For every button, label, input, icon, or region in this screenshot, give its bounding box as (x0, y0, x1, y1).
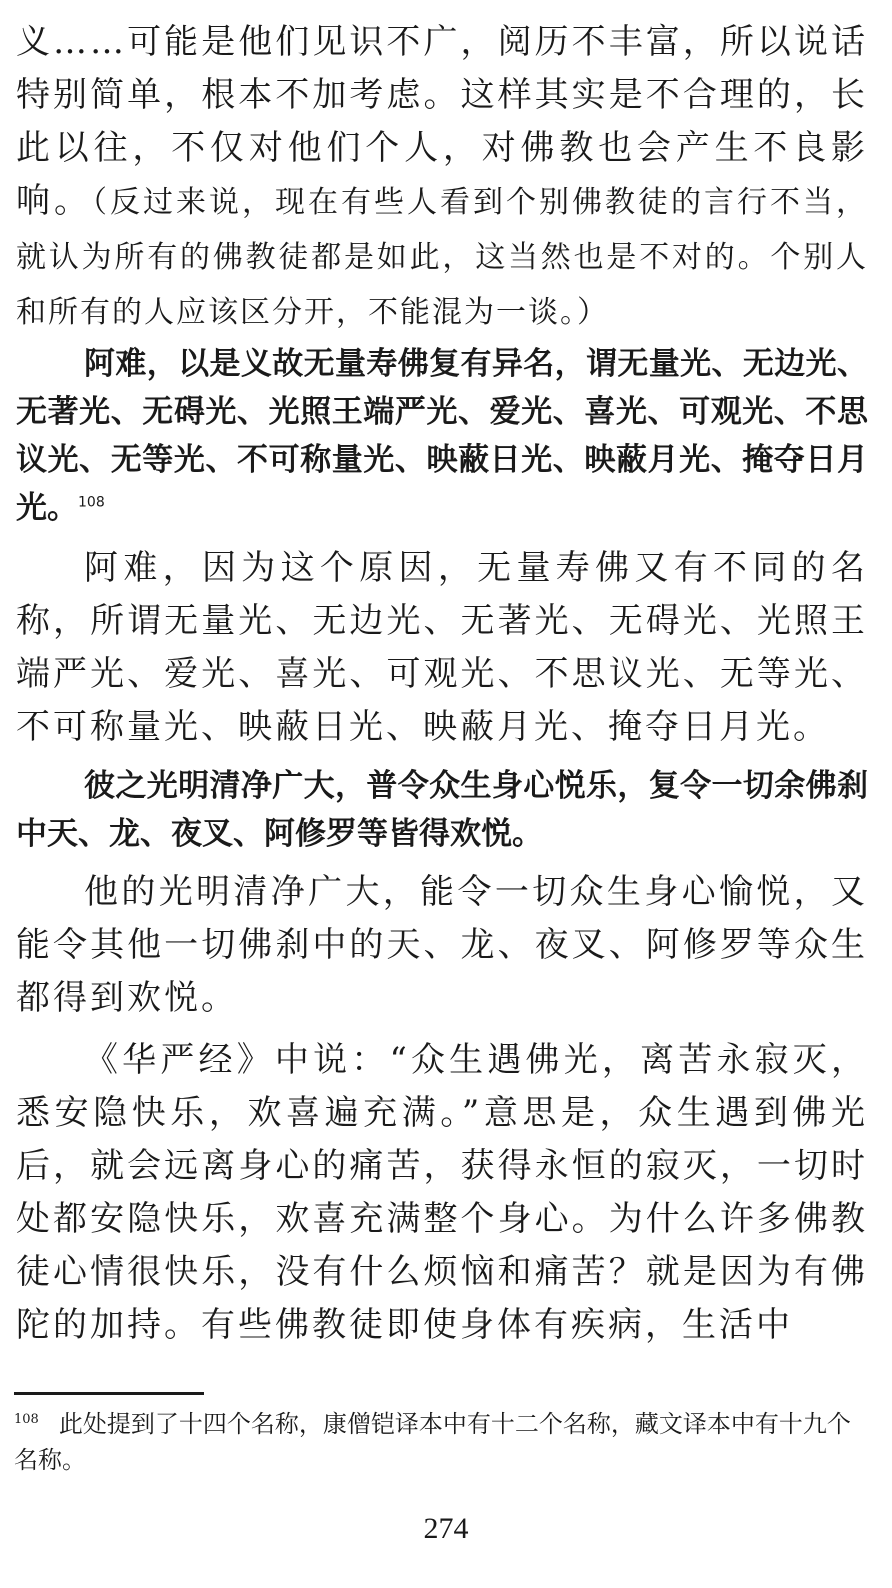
commentary-paragraph (16, 1034, 868, 1352)
sutra-text: 彼之光明清净广大，普令众生身心悦乐，复令一切余佛刹中天、龙、夜叉、阿修罗等皆得欢悦。 (16, 768, 868, 852)
footnote-text: 此处提到了十四个名称，康僧铠译本中有十二个名称，藏文译本中有十九个名称。 (14, 1410, 851, 1474)
paragraph-text: 《华严经》中说：“众生遇佛光，离苦永寂灭，悉安隐快乐，欢喜遍充满。”意思是，众生遇到佛光后，就会远离身心的痛苦，获得永恒的寂灭，一切时处都安隐快乐，欢喜充满整个身心。为什么许多佛教徒心情很快乐，没有什么烦恼和痛苦？就是因为有佛陀的加持。有些佛教徒即使身体有疾病，生活中 (16, 1040, 868, 1345)
paragraph-text: 他的光明清净广大，能令一切众生身心愉悦，又能令其他一切佛刹中的天、龙、夜叉、阿修罗等众生都得到欢悦。 (16, 872, 868, 1018)
sutra-text: 阿难，以是义故无量寿佛复有异名，谓无量光、无边光、无著光、无碍光、光照王端严光、爱光、喜光、可观光、不思议光、无等光、不可称量光、映蔽日光、映蔽月光、掩夺日月光。 (16, 346, 868, 526)
paragraph-text: 阿难，因为这个原因，无量寿佛又有不同的名称，所谓无量光、无边光、无著光、无碍光、光照王端严光、爱光、喜光、可观光、不思议光、无等光、不可称量光、映蔽日光、映蔽月光、掩夺日月光。 (16, 548, 868, 747)
commentary-paragraph (16, 866, 868, 1025)
parenthetical-note: （反过来说，现在有些人看到个别佛教徒的言行不当，就认为所有的佛教徒都是如此，这当然也是不对的。个别人和所有的人应该区分开，不能混为一谈。） (16, 185, 868, 330)
footnote (14, 1406, 868, 1478)
sutra-verse (16, 762, 868, 858)
footnote-reference[interactable]: 108 (78, 494, 105, 511)
paragraph-text: 义……可能是他们见识不广，阅历不丰富，所以说话特别简单，根本不加考虑。这样其实是不合理的，长此以往，不仅对他们个人，对佛教也会产生不良影响。 (16, 22, 868, 221)
page-number: 274 (423, 1512, 469, 1545)
commentary-paragraph (16, 542, 868, 754)
footnote-mark: 108 (14, 1412, 39, 1427)
footnote-divider (14, 1392, 204, 1395)
commentary-paragraph (16, 16, 868, 340)
sutra-verse (16, 340, 868, 532)
